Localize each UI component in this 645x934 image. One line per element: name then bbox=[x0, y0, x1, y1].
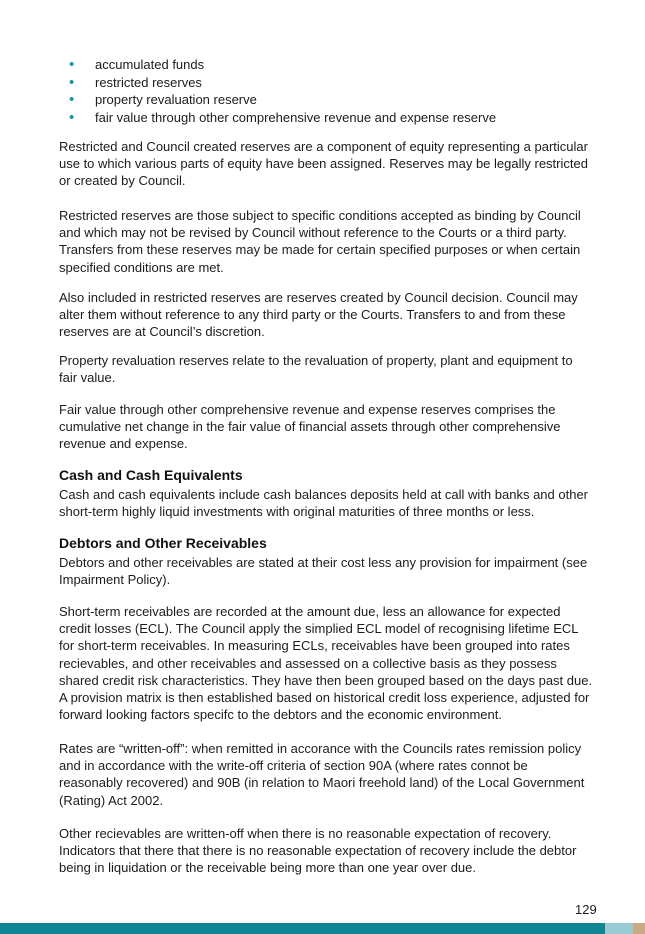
paragraph-restricted-reserves: Restricted reserves are those subject to specific conditions accepted as binding by Council and which may not be revised by Council without reference to the Courts or a third party. Transfers from these reserves may be made for certain specified purposes or when certain specified conditions are met. bbox=[59, 208, 581, 275]
bullet-icon: • bbox=[69, 73, 75, 91]
list-item-text: accumulated funds bbox=[95, 57, 205, 72]
footer-bar-light bbox=[605, 923, 633, 934]
page-number: 129 bbox=[575, 902, 597, 917]
list-item bbox=[59, 91, 599, 109]
footer-bar-tan bbox=[633, 923, 645, 934]
list-item bbox=[59, 56, 599, 74]
paragraph-short-term-receivables: Short-term receivables are recorded at the amount due, less an allowance for expected credit losses (ECL). The Council apply the simplied ECL model of recognising lifetime ECL for short-term receivables. In measuring ECLs, receivables have been grouped into rates recievables, and other receivables and assessed on a collective basis as they possess shared credit risk characteristics. They have then been grouped based on the days past due. A provision matrix is then established based on historical credit loss experience, adjusted for forward looking factors specifc to the debtors and the economic environment. bbox=[59, 604, 593, 723]
list-item-text: fair value through other comprehensive revenue and expense reserve bbox=[95, 109, 497, 125]
paragraph-revaluation-reserves: Property revaluation reserves relate to the revaluation of property, plant and equipment to fair value. bbox=[59, 353, 573, 386]
bullet-icon: • bbox=[69, 108, 75, 126]
paragraph-rates-written-off: Rates are “written-off”: when remitted in accorance with the Councils rates remission policy and in accordance with the write-off criteria of section 90A (where rates connot be reasonably recovered) and 90B (in relation to Maori freehold land) of the Local Government (Rating) Act 2002. bbox=[59, 741, 585, 808]
paragraph-debtors-cost: Debtors and other receivables are stated at their cost less any provision for impairment (see Impairment Policy). bbox=[59, 555, 588, 588]
bullet-icon: • bbox=[69, 91, 75, 108]
paragraph-council-created-reserves: Also included in restricted reserves are reserves created by Council decision. Council may alter them without reference to any third party or the Courts. Transfers to and from these reserves are at Council’s discretion. bbox=[59, 290, 578, 340]
paragraph-cash-equivalents: Cash and cash equivalents include cash balances deposits held at call with banks and other short-term highly liquid investments with original maturities of three months or less. bbox=[59, 487, 589, 520]
heading-debtors-receivables: Debtors and Other Receivables bbox=[59, 535, 267, 551]
reserve-types-list bbox=[59, 56, 599, 126]
heading-cash-equivalents: Cash and Cash Equivalents bbox=[59, 467, 243, 483]
list-item-text: restricted reserves bbox=[95, 74, 202, 90]
list-item-text: property revaluation reserve bbox=[95, 92, 257, 107]
paragraph-reserves-definition: Restricted and Council created reserves are a component of equity representing a particular use to which various parts of equity have been assigned. Reserves may be legally restricted or created by Council. bbox=[59, 139, 588, 189]
bullet-icon: • bbox=[69, 56, 75, 73]
paragraph-fair-value-reserves: Fair value through other comprehensive revenue and expense reserves comprises the cumulative net change in the fair value of financial assets through other comprehensive revenue and expense. bbox=[59, 402, 561, 452]
paragraph-other-receivables-written-off: Other recievables are written-off when there is no reasonable expectation of recovery. Indicators that there that there is no reasonable expectation of recovery include the debtor being in liquidation or the receivable being more than one year over due. bbox=[59, 826, 577, 876]
footer-bar-teal bbox=[0, 923, 605, 934]
list-item bbox=[59, 74, 599, 92]
list-item bbox=[59, 109, 599, 127]
